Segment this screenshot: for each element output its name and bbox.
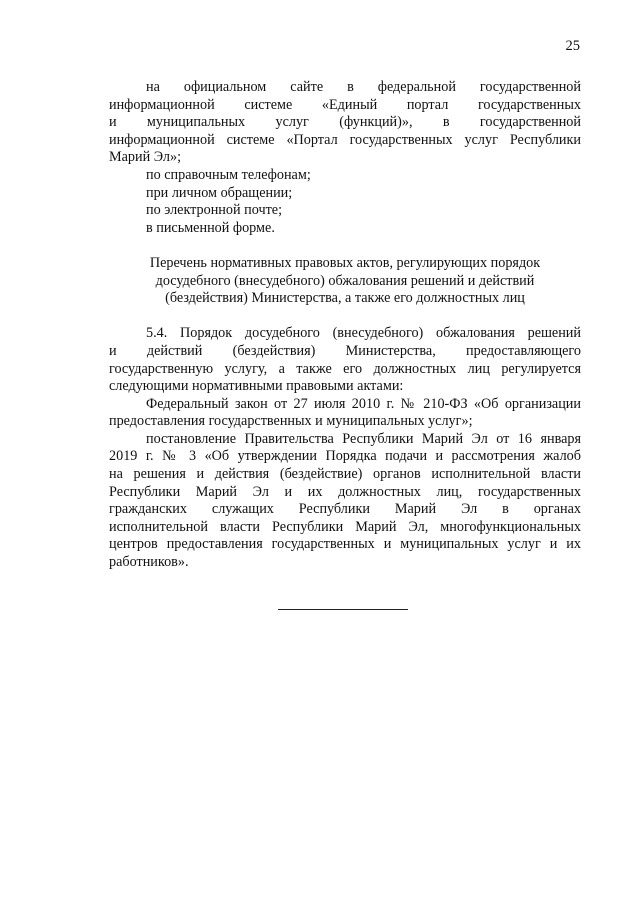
text-line: государственную услугу, а также его должностных лиц регулируется <box>109 360 581 377</box>
blank-line <box>109 308 581 326</box>
text-line: и муниципальных услуг (функций)», в государственной <box>109 114 581 131</box>
paragraph-5-4 <box>109 325 581 395</box>
heading-line: Перечень нормативных правовых актов, регулирующих порядок <box>149 254 541 271</box>
blank-line <box>109 237 581 255</box>
text-line: Республики Марий Эл и их должностных лиц, государственных <box>109 483 581 500</box>
text-line: информационной системе «Единый портал государственных <box>109 96 581 113</box>
heading-line: досудебного (внесудебного) обжалования решений и действий <box>155 272 535 289</box>
text-line: гражданских служащих Республики Марий Эл в органах <box>109 501 581 518</box>
text-line: постановление Правительства Республики Марий Эл от 16 января <box>146 430 581 447</box>
federal-law-paragraph <box>109 396 581 431</box>
text-line: и действий (бездействия) Министерства, предоставляющего <box>109 342 581 359</box>
text-line: предоставления государственных и муниципальных услуг»; <box>109 413 473 430</box>
section-heading <box>109 255 581 308</box>
list-item: в письменной форме. <box>146 219 275 236</box>
text-line: 2019 г. № 3 «Об утверждении Порядка подачи и рассмотрения жалоб <box>109 448 581 465</box>
text-line: следующими нормативными правовыми актами: <box>109 378 404 395</box>
list-item: по справочным телефонам; <box>146 166 311 183</box>
text-line: Федеральный закон от 27 июля 2010 г. № 210-ФЗ «Об организации <box>146 395 581 412</box>
text-line: Марий Эл»; <box>109 149 182 166</box>
end-divider-line <box>278 609 408 610</box>
text-line: на решения и действия (бездействие) органов исполнительной власти <box>109 466 581 483</box>
text-line: 5.4. Порядок досудебного (внесудебного) обжалования решений <box>146 325 581 342</box>
heading-line: (бездействия) Министерства, а также его должностных лиц <box>165 290 525 307</box>
document-body <box>109 79 581 572</box>
list-item: при личном обращении; <box>146 184 293 201</box>
publication-paragraph <box>109 79 581 167</box>
text-line: информационной системе «Портал государственных услуг Республики <box>109 131 581 148</box>
text-line: работников». <box>109 554 189 571</box>
text-line: на официальном сайте в федеральной государственной <box>146 79 581 95</box>
list-item: по электронной почте; <box>146 202 283 219</box>
text-line: центров предоставления государственных и муниципальных услуг и их <box>109 536 581 553</box>
resolution-paragraph <box>109 431 581 572</box>
page-number: 25 <box>565 38 580 54</box>
contact-methods-list <box>109 167 581 237</box>
text-line: исполнительной власти Республики Марий Эл, многофункциональных <box>109 518 581 535</box>
